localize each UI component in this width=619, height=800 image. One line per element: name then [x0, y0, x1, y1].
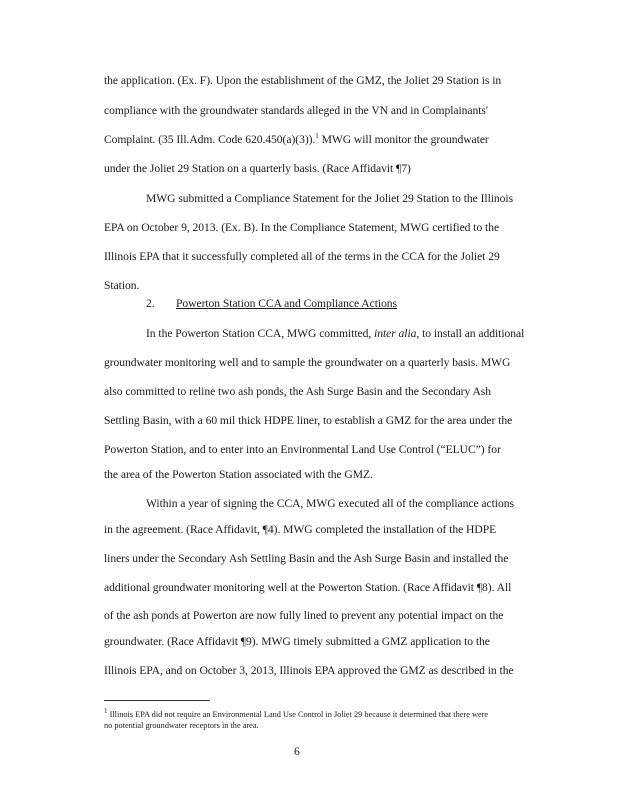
- paragraph-3-line-1-rest: , to install an additional: [416, 327, 525, 340]
- paragraph-1-line-1: the application. (Ex. F). Upon the establishment of the GMZ, the Joliet 29 Station is in: [104, 74, 502, 87]
- paragraph-1-line-4: under the Joliet 29 Station on a quarterly basis. (Race Affidavit ¶7): [104, 162, 411, 175]
- footnote-reference: 1: [315, 132, 319, 141]
- paragraph-3-line-1-text: In the Powerton Station CCA, MWG committed,: [146, 327, 375, 340]
- paragraph-3-line-4: Settling Basin, with a 60 mil thick HDPE liner, to establish a GMZ for the area under the: [104, 414, 513, 427]
- paragraph-3-line-2: groundwater monitoring well and to sample the groundwater on a quarterly basis. MWG: [104, 356, 511, 369]
- footnote-line-2: no potential groundwater receptors in the area.: [104, 721, 259, 730]
- paragraph-4-line-7: Illinois EPA, and on October 3, 2013, Illinois EPA approved the GMZ as described in the: [104, 664, 514, 677]
- paragraph-2-line-1: MWG submitted a Compliance Statement for the Joliet 29 Station to the Illinois: [146, 192, 514, 205]
- page-number: 6: [294, 745, 300, 758]
- footnote-marker: 1: [104, 707, 108, 716]
- paragraph-3-line-3: also committed to reline two ash ponds, the Ash Surge Basin and the Secondary Ash: [104, 385, 491, 398]
- paragraph-4-line-4: additional groundwater monitoring well at the Powerton Station. (Race Affidavit ¶8). All: [104, 581, 512, 594]
- paragraph-4-line-5: of the ash ponds at Powerton are now fully lined to prevent any potential impact on the: [104, 609, 504, 622]
- latin-phrase: inter alia: [374, 327, 417, 340]
- paragraph-4-line-6: groundwater. (Race Affidavit ¶9). MWG timely submitted a GMZ application to the: [104, 635, 490, 648]
- paragraph-4-line-1: Within a year of signing the CCA, MWG executed all of the compliance actions: [146, 497, 514, 510]
- paragraph-4-line-3: liners under the Secondary Ash Settling Basin and the Ash Surge Basin and installed the: [104, 552, 509, 565]
- paragraph-1-line-3-text: Complaint. (35 Ill.Adm. Code 620.450(a)(3)).: [104, 133, 316, 146]
- paragraph-1-line-2: compliance with the groundwater standards alleged in the VN and in Complainants': [104, 104, 488, 117]
- section-number: 2.: [146, 297, 155, 310]
- paragraph-2-line-4: Station.: [104, 279, 140, 292]
- footnote-line-1: [104, 707, 489, 720]
- paragraph-3-line-1: [146, 327, 524, 341]
- paragraph-3-line-5: Powerton Station, and to enter into an Environmental Land Use Control (“ELUC”) for: [104, 443, 501, 456]
- paragraph-3-line-6: the area of the Powerton Station associated with the GMZ.: [104, 468, 373, 481]
- paragraph-2-line-3: Illinois EPA that it successfully completed all of the terms in the CCA for the Joliet 29: [104, 250, 500, 263]
- paragraph-2-line-2: EPA on October 9, 2013. (Ex. B). In the Compliance Statement, MWG certified to the: [104, 221, 500, 234]
- section-heading: Powerton Station CCA and Compliance Actions: [176, 297, 398, 310]
- footnote-divider: [104, 700, 210, 701]
- paragraph-1-line-3-rest: MWG will monitor the groundwater: [318, 133, 489, 146]
- paragraph-4-line-2: in the agreement. (Race Affidavit, ¶4). MWG completed the installation of the HDPE: [104, 523, 497, 536]
- footnote-text-1: Illinois EPA did not require an Environmental Land Use Control in Joliet 29 because it determined that there were: [107, 710, 489, 719]
- paragraph-1-line-3: [104, 133, 489, 147]
